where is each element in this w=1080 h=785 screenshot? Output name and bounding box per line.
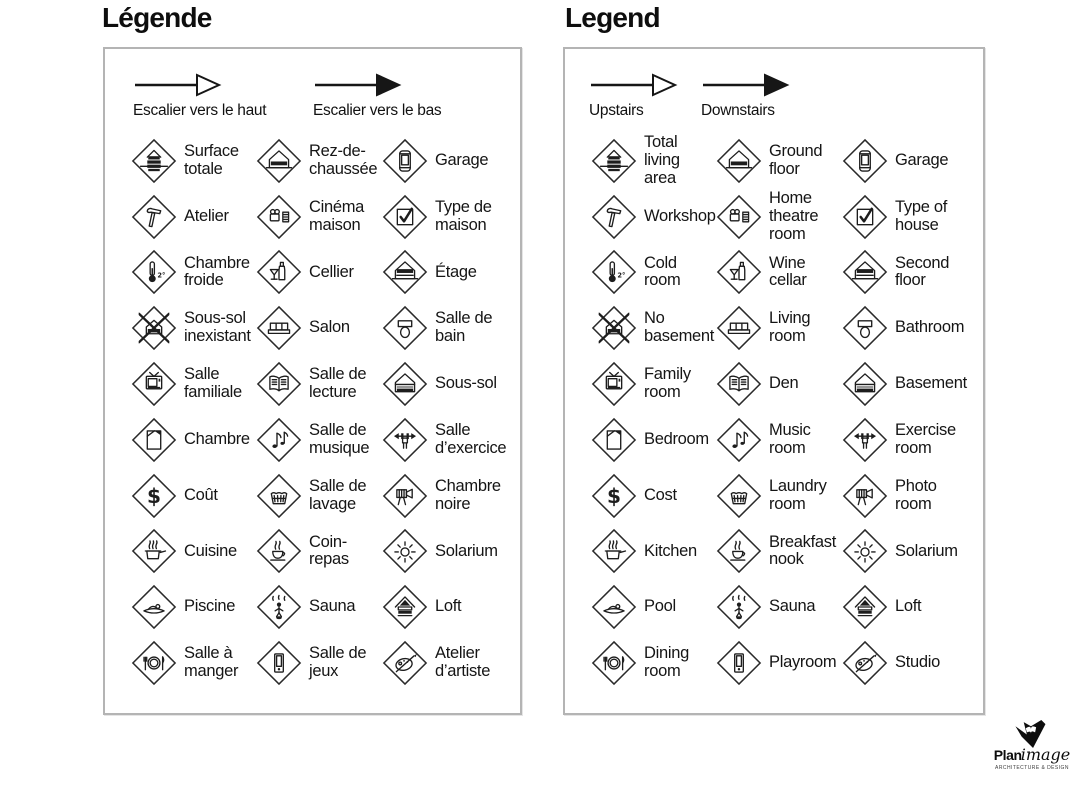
living-room-icon bbox=[256, 305, 302, 351]
legend-item-label: Salle de lecture bbox=[309, 365, 367, 402]
legend-item-label: Salon bbox=[309, 318, 350, 337]
legend-item-label: Atelier d’artiste bbox=[435, 644, 491, 681]
workshop-icon bbox=[591, 194, 637, 240]
legend-item-label: Atelier bbox=[184, 206, 229, 225]
no-basement-icon bbox=[591, 305, 637, 351]
logo-text-image: image bbox=[1020, 745, 1071, 764]
loft-icon bbox=[382, 584, 428, 630]
legend-item-label: Den bbox=[769, 374, 799, 393]
legend-item-label: Playroom bbox=[769, 653, 837, 672]
solarium-icon bbox=[382, 528, 428, 574]
legend-item bbox=[842, 245, 982, 301]
legend-item bbox=[131, 524, 256, 580]
legend-item bbox=[591, 579, 716, 635]
legend-item bbox=[842, 635, 982, 691]
legend-item bbox=[382, 245, 522, 301]
dining-room-icon bbox=[131, 640, 177, 686]
legend-item-label: Breakfast nook bbox=[769, 532, 836, 569]
legend-item-label: Cost bbox=[644, 485, 677, 504]
legend-item-label: Music room bbox=[769, 421, 811, 457]
legend-item-label: Salle de bain bbox=[435, 309, 493, 346]
basement-icon bbox=[842, 361, 888, 407]
legend-item-label: Solarium bbox=[435, 541, 498, 560]
legend-item-label: Kitchen bbox=[644, 541, 697, 560]
legend-item bbox=[842, 524, 982, 580]
loft-icon bbox=[842, 584, 888, 630]
legend-item bbox=[131, 635, 256, 691]
legend-item bbox=[131, 579, 256, 635]
arrow-label: Escalier vers le haut bbox=[133, 102, 267, 119]
legend-item bbox=[591, 300, 716, 356]
legend-item-label: Cinéma maison bbox=[309, 197, 365, 234]
legend-item-label: Dining room bbox=[644, 644, 689, 681]
legend-item-label: Surface totale bbox=[184, 142, 239, 178]
legend-item bbox=[131, 133, 256, 189]
legend-item-label: Workshop bbox=[644, 206, 716, 225]
photo-room-icon bbox=[382, 473, 428, 519]
kitchen-icon bbox=[131, 528, 177, 574]
arrow-label: Upstairs bbox=[589, 102, 644, 119]
music-room-icon bbox=[256, 417, 302, 463]
legend-item bbox=[131, 189, 256, 245]
legend-item bbox=[256, 412, 382, 468]
photo-room-icon bbox=[842, 473, 888, 519]
legend-panel-english bbox=[563, 47, 985, 715]
dining-room-icon bbox=[591, 640, 637, 686]
den-icon bbox=[716, 361, 762, 407]
studio-icon bbox=[842, 640, 888, 686]
legend-item-label: Salle familiale bbox=[184, 365, 242, 402]
house-type-icon bbox=[382, 194, 428, 240]
playroom-icon bbox=[716, 640, 762, 686]
legend-item-label: Sous-sol inexistant bbox=[184, 309, 251, 346]
legend-item-label: Sauna bbox=[769, 597, 816, 616]
laundry-icon bbox=[716, 473, 762, 519]
legend-item bbox=[591, 412, 716, 468]
legend-item-label: Total living area bbox=[644, 133, 680, 187]
music-room-icon bbox=[716, 417, 762, 463]
legend-item-label: Wine cellar bbox=[769, 253, 807, 290]
legend-item-label: Sous-sol bbox=[435, 374, 497, 393]
legend-item bbox=[716, 356, 842, 412]
legend-item bbox=[256, 189, 382, 245]
logo-text-plan: Plan bbox=[993, 747, 1022, 763]
legend-item-label: Chambre bbox=[184, 429, 250, 448]
stairs-up-arrow-group bbox=[589, 71, 681, 120]
legend-item bbox=[842, 300, 982, 356]
legend-item-label: Studio bbox=[895, 653, 940, 672]
legend-item bbox=[256, 356, 382, 412]
legend-item bbox=[716, 524, 842, 580]
solarium-icon bbox=[842, 528, 888, 574]
legend-item-label: Ground floor bbox=[769, 142, 823, 178]
legend-item bbox=[716, 579, 842, 635]
garage-icon bbox=[382, 138, 428, 184]
legend-item-label: Chambre noire bbox=[435, 476, 501, 513]
legend-item-label: Coin-repas bbox=[309, 532, 349, 569]
legend-item-label: Piscine bbox=[184, 597, 236, 616]
legend-item-label: Laundry room bbox=[769, 476, 827, 513]
legend-item-label: Loft bbox=[435, 597, 462, 616]
legend-item-label: Solarium bbox=[895, 541, 958, 560]
den-icon bbox=[256, 361, 302, 407]
exercise-room-icon bbox=[842, 417, 888, 463]
stairs-down-arrow-group bbox=[701, 71, 793, 120]
wine-cellar-icon bbox=[716, 249, 762, 295]
second-floor-icon bbox=[842, 249, 888, 295]
kitchen-icon bbox=[591, 528, 637, 574]
stairs-up-arrow-group bbox=[133, 71, 266, 120]
bedroom-icon bbox=[591, 417, 637, 463]
legend-item-label: Rez-de-chaussée bbox=[309, 142, 378, 178]
legend-item-label: Type of house bbox=[895, 197, 948, 234]
legend-item-label: Cold room bbox=[644, 253, 681, 290]
arrow-label: Downstairs bbox=[701, 102, 775, 119]
legend-item-label: Type de maison bbox=[435, 197, 492, 234]
legend-item bbox=[382, 468, 522, 524]
legend-item-label: Cellier bbox=[309, 262, 354, 281]
legend-item bbox=[842, 579, 982, 635]
sauna-icon bbox=[716, 584, 762, 630]
legend-item bbox=[842, 468, 982, 524]
living-room-icon bbox=[716, 305, 762, 351]
legend-item-label: Étage bbox=[435, 262, 477, 281]
legend-item bbox=[716, 245, 842, 301]
pool-icon bbox=[591, 584, 637, 630]
wine-cellar-icon bbox=[256, 249, 302, 295]
bedroom-icon bbox=[131, 417, 177, 463]
stairs-up-arrow-icon bbox=[133, 71, 225, 99]
legend-item bbox=[382, 189, 522, 245]
legend-item bbox=[591, 524, 716, 580]
stairs-down-arrow-icon bbox=[701, 71, 793, 99]
logo-tagline: ARCHITECTURE & DESIGN bbox=[995, 764, 1069, 771]
legend-item bbox=[842, 412, 982, 468]
legend-item bbox=[131, 356, 256, 412]
family-room-icon bbox=[591, 361, 637, 407]
legend-item bbox=[256, 245, 382, 301]
sauna-icon bbox=[256, 584, 302, 630]
home-theatre-icon bbox=[256, 194, 302, 240]
legend-item-label: Garage bbox=[895, 150, 949, 169]
garage-icon bbox=[842, 138, 888, 184]
total-area-icon bbox=[591, 138, 637, 184]
legend-item-label: Bedroom bbox=[644, 429, 709, 448]
laundry-icon bbox=[256, 473, 302, 519]
legend-item bbox=[256, 635, 382, 691]
legend-item bbox=[382, 356, 522, 412]
legend-item bbox=[591, 356, 716, 412]
legend-item-label: Garage bbox=[435, 150, 489, 169]
bathroom-icon bbox=[842, 305, 888, 351]
pool-icon bbox=[131, 584, 177, 630]
bathroom-icon bbox=[382, 305, 428, 351]
legend-title-english: Legend bbox=[565, 2, 660, 33]
legend-item bbox=[256, 579, 382, 635]
legend-item-label: Family room bbox=[644, 365, 691, 402]
ground-floor-icon bbox=[716, 138, 762, 184]
legend-item bbox=[382, 635, 522, 691]
second-floor-icon bbox=[382, 249, 428, 295]
legend-item bbox=[382, 133, 522, 189]
legend-item bbox=[842, 356, 982, 412]
breakfast-nook-icon bbox=[256, 528, 302, 574]
legend-item-label: Salle de lavage bbox=[309, 476, 367, 513]
studio-icon bbox=[382, 640, 428, 686]
legend-item bbox=[131, 245, 256, 301]
cost-icon bbox=[131, 473, 177, 519]
legend-item bbox=[842, 189, 982, 245]
legend-item bbox=[591, 468, 716, 524]
legend-grid-english bbox=[565, 133, 983, 691]
legend-item bbox=[131, 300, 256, 356]
legend-item-label: Basement bbox=[895, 374, 967, 393]
total-area-icon bbox=[131, 138, 177, 184]
legend-item-label: Chambre froide bbox=[184, 253, 250, 290]
legend-item bbox=[256, 300, 382, 356]
legend-item bbox=[131, 468, 256, 524]
legend-item-label: Salle à manger bbox=[184, 644, 239, 681]
legend-item bbox=[716, 635, 842, 691]
legend-item-label: Photo room bbox=[895, 476, 937, 513]
legend-item bbox=[716, 133, 842, 189]
basement-icon bbox=[382, 361, 428, 407]
playroom-icon bbox=[256, 640, 302, 686]
cold-room-icon bbox=[591, 249, 637, 295]
legend-panel-french bbox=[103, 47, 522, 715]
legend-item-label: Pool bbox=[644, 597, 676, 616]
legend-item bbox=[716, 412, 842, 468]
legend-item-label: Bathroom bbox=[895, 318, 965, 337]
breakfast-nook-icon bbox=[716, 528, 762, 574]
stairs-down-arrow-group bbox=[313, 71, 441, 120]
house-type-icon bbox=[842, 194, 888, 240]
cold-room-icon bbox=[131, 249, 177, 295]
legend-item-label: Loft bbox=[895, 597, 922, 616]
legend-item bbox=[591, 635, 716, 691]
legend-item bbox=[131, 412, 256, 468]
legend-item bbox=[591, 245, 716, 301]
family-room-icon bbox=[131, 361, 177, 407]
home-theatre-icon bbox=[716, 194, 762, 240]
stairs-up-arrow-icon bbox=[589, 71, 681, 99]
legend-item-label: Salle de jeux bbox=[309, 644, 367, 681]
legend-item bbox=[716, 189, 842, 245]
legend-item bbox=[256, 524, 382, 580]
planimage-logo bbox=[988, 720, 1076, 771]
legend-item-label: Living room bbox=[769, 309, 811, 346]
legend-item bbox=[591, 133, 716, 189]
no-basement-icon bbox=[131, 305, 177, 351]
ground-floor-icon bbox=[256, 138, 302, 184]
legend-item bbox=[716, 300, 842, 356]
legend-item bbox=[591, 189, 716, 245]
legend-item-label: Salle de musique bbox=[309, 421, 370, 457]
legend-item bbox=[382, 412, 522, 468]
workshop-icon bbox=[131, 194, 177, 240]
legend-title-french: Légende bbox=[102, 2, 212, 33]
legend-item bbox=[842, 133, 982, 189]
legend-item bbox=[382, 579, 522, 635]
legend-item bbox=[382, 524, 522, 580]
legend-item-label: Home theatre room bbox=[769, 188, 819, 243]
legend-item-label: Coût bbox=[184, 485, 218, 504]
legend-item-label: No basement bbox=[644, 309, 715, 346]
legend-item-label: Sauna bbox=[309, 597, 356, 616]
legend-item bbox=[256, 133, 382, 189]
arrow-label: Escalier vers le bas bbox=[313, 102, 442, 119]
legend-item-label: Salle d’exercice bbox=[435, 421, 507, 457]
planimage-wordmark bbox=[988, 747, 1076, 764]
legend-item bbox=[256, 468, 382, 524]
exercise-room-icon bbox=[382, 417, 428, 463]
stairs-down-arrow-icon bbox=[313, 71, 405, 99]
legend-grid-french bbox=[105, 133, 520, 691]
legend-item-label: Exercise room bbox=[895, 421, 956, 457]
legend-item bbox=[716, 468, 842, 524]
legend-item-label: Second floor bbox=[895, 253, 950, 290]
legend-item bbox=[382, 300, 522, 356]
cost-icon bbox=[591, 473, 637, 519]
legend-item-label: Cuisine bbox=[184, 541, 237, 560]
